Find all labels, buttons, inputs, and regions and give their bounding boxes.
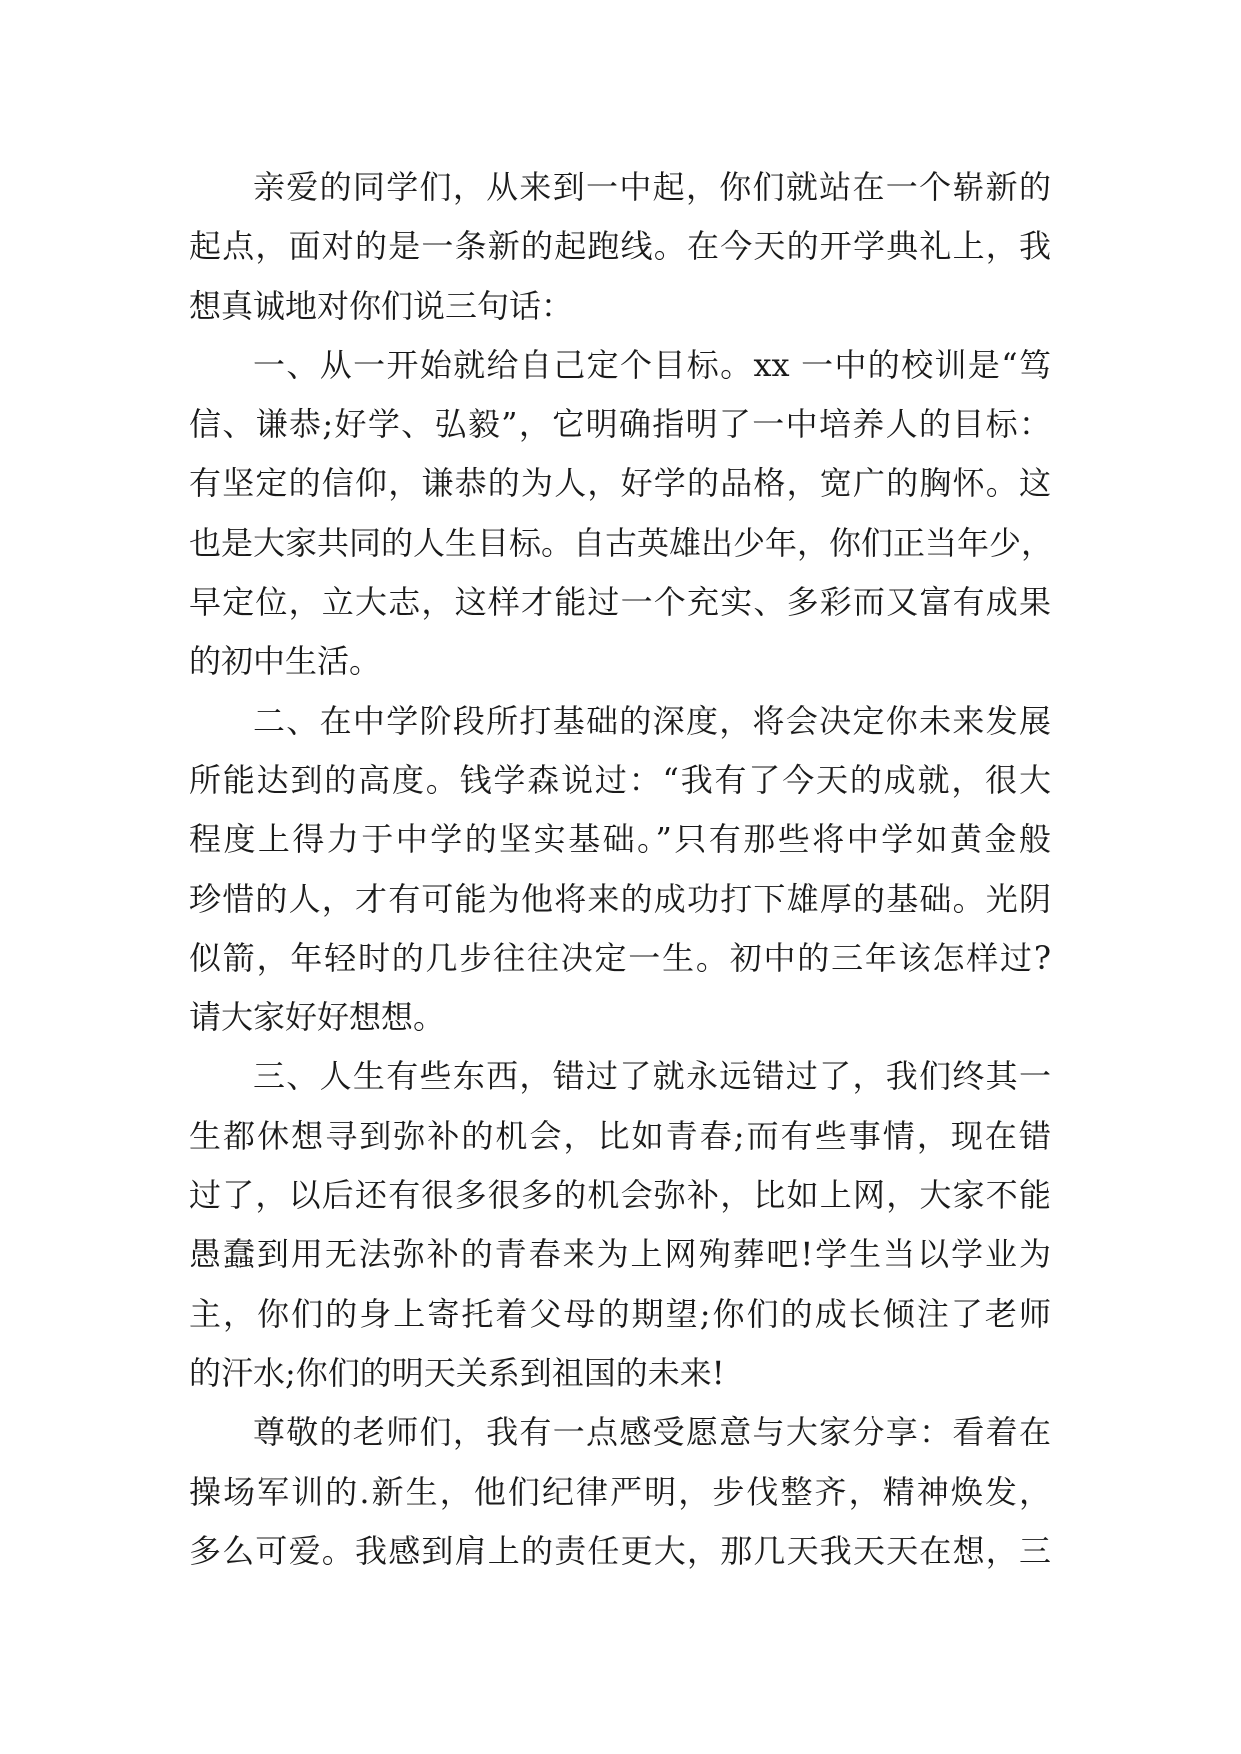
paragraph-4	[189, 1047, 1051, 1403]
text-line: 有坚定的信仰，谦恭的为人，好学的品格，宽广的胸怀。这	[189, 464, 1051, 503]
text-line: 主，你们的身上寄托着父母的期望;你们的成长倾注了老师	[189, 1294, 1051, 1333]
text-line: 过了，以后还有很多很多的机会弥补，比如上网，大家不能	[189, 1176, 1051, 1215]
text-line: 的初中生活。	[189, 642, 382, 681]
text-line: 多么可爱。我感到肩上的责任更大，那几天我天天在想，三	[189, 1531, 1051, 1570]
text-line: 亲爱的同学们，从来到一中起，你们就站在一个崭新的	[253, 168, 1051, 206]
paragraph-1	[189, 158, 1051, 336]
text-line: 也是大家共同的人生目标。自古英雄出少年，你们正当年少，	[189, 523, 1054, 562]
text-line: 生都休想寻到弥补的机会，比如青春;而有些事情，现在错	[189, 1116, 1051, 1155]
document-body	[189, 158, 1054, 1581]
text-line: 二、在中学阶段所打基础的深度，将会决定你未来发展	[253, 701, 1051, 740]
text-line: 信、谦恭;好学、弘毅”，它明确指明了一中培养人的目标：	[189, 405, 1051, 444]
text-line: 请大家好好想想。	[189, 998, 446, 1037]
text-line: 起点，面对的是一条新的起跑线。在今天的开学典礼上，我	[189, 227, 1051, 266]
text-line: 程度上得力于中学的坚实基础。”只有那些将中学如黄金般	[189, 820, 1051, 859]
text-line: 一、从一开始就给自己定个目标。xx 一中的校训是“笃	[253, 345, 1051, 384]
text-line: 的汗水;你们的明天关系到祖国的未来!	[189, 1353, 725, 1392]
text-line: 珍惜的人，才有可能为他将来的成功打下雄厚的基础。光阴	[189, 879, 1051, 918]
text-line: 三、人生有些东西，错过了就永远错过了，我们终其一	[253, 1057, 1051, 1096]
text-line: 尊敬的老师们，我有一点感受愿意与大家分享：看着在	[253, 1413, 1051, 1452]
text-line: 愚蠢到用无法弥补的青春来为上网殉葬吧!学生当以学业为	[189, 1235, 1051, 1274]
text-line: 所能达到的高度。钱学森说过：“我有了今天的成就，很大	[189, 760, 1051, 799]
paragraph-3	[189, 692, 1051, 1048]
paragraph-2	[189, 336, 1054, 692]
text-line: 想真诚地对你们说三句话：	[189, 286, 574, 325]
text-line: 早定位，立大志，这样才能过一个充实、多彩而又富有成果	[189, 583, 1051, 622]
paragraph-5	[189, 1403, 1051, 1581]
text-line: 似箭，年轻时的几步往往决定一生。初中的三年该怎样过?	[189, 938, 1051, 977]
text-line: 操场军训的.新生，他们纪律严明，步伐整齐，精神焕发，	[189, 1472, 1051, 1511]
